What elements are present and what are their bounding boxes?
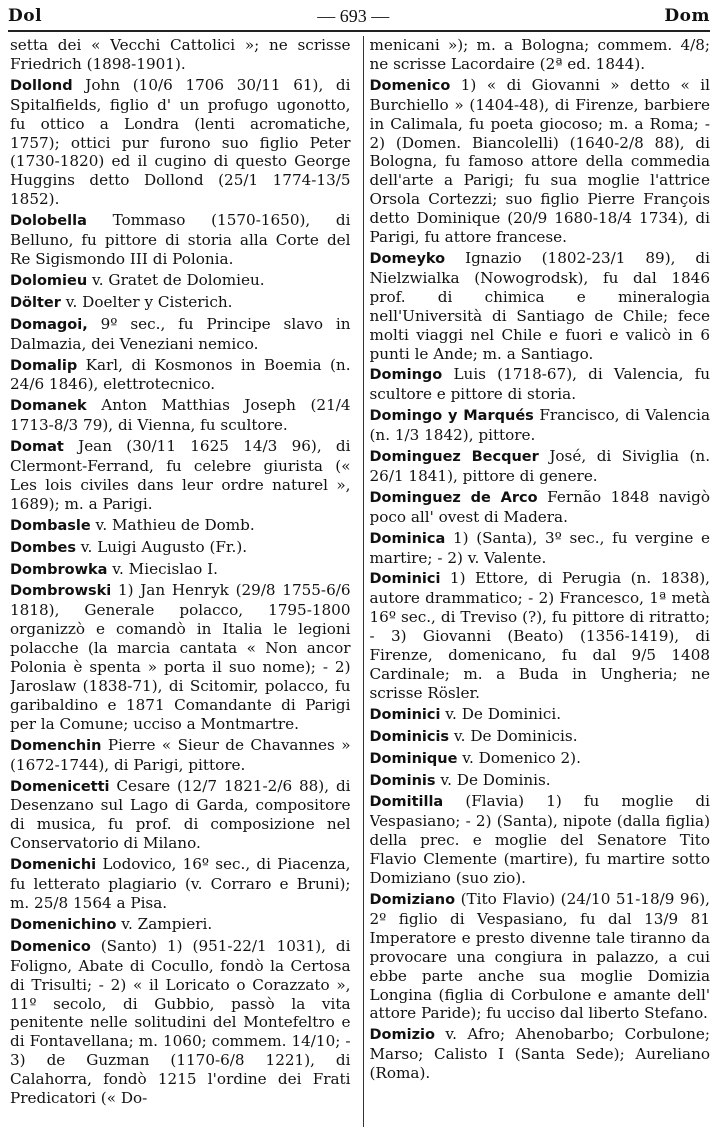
entry-text: Tommaso (1570-1650), di Belluno, fu pittore di storia alla Corte del Re Sigismondo III di Polonia. [10,211,351,268]
entry-text: v. Miecislao I. [112,559,218,578]
entry-text: Lodovico, 16º sec., di Piacenza, fu letterato plagiario (v. Corraro e Bruni); m. 25/8 1564 a Pisa. [10,855,351,912]
entry-headword: Dominicis [369,728,450,745]
entry-headword: Domenico [10,938,91,955]
entry-text: v. De Dominicis. [453,726,578,745]
left-column [10,36,357,1127]
entry-headword: Dominguez de Arco [369,489,538,506]
dictionary-entry [10,538,351,558]
entry-headword: Domenchin [10,737,102,754]
entry-text: 1) (Santa), 3º sec., fu vergine e martire; - 2) v. Valente. [369,528,711,567]
entry-headword: Dollond [10,77,73,94]
entry-text: menicani »); m. a Bologna; commem. 4/8; ne scrisse Lacordaire (2ª ed. 1844). [369,36,711,73]
entry-text: Anton Matthias Joseph (21/4 1713-8/3 79), di Vienna, fu scultore. [10,396,351,435]
dictionary-entry [370,406,711,445]
dictionary-entry [370,771,711,791]
dictionary-entry [10,581,351,733]
entry-headword: Domenichino [10,916,117,933]
entry-text: v. Afro; Ahenobarbo; Corbulone; Marso; Calisto I (Santa Sede); Aureliano (Roma). [369,1025,711,1083]
dictionary-entry [10,855,351,913]
dictionary-entry [370,749,711,769]
entry-text: v. Zampieri. [121,914,213,933]
dictionary-entry [370,1025,711,1083]
entry-text: Ignazio (1802-23/1 89), di Nielzwialka (Nowogrodsk), fu dal 1846 prof. di chimica e mineralogia nell'Università di Santiago de Chile; fece molti viaggi nel Chile e fuori e valicò in 6 punti le Ande; m. a Santiago. [369,248,711,363]
entry-headword: Dolomieu [10,272,88,289]
page-number: — 693 — [317,5,390,26]
entry-headword: Domenichi [10,857,97,874]
entry-text: 1) Jan Henryk (29/8 1755-6/6 1818), Generale polacco, 1795-1800 organizzò e comandò in Italia le legioni polacche (la marcia cantata « Non ancor Polonia è spenta » porta il suo nome); - 2) Jaroslaw (1838-71), di Scitomir, polacco, fu garibaldino e 1871 Comandante di Parigi per la Comune; ucciso a Montmartre. [10,581,351,733]
entry-text: Luis (1718-67), di Valencia, fu scultore e pittore di storia. [369,365,711,404]
entry-text: v. Domenico 2). [462,748,581,767]
entry-text: v. Doelter y Cisterich. [65,292,233,311]
entry-headword: Dombes [10,539,76,556]
dictionary-entry [10,76,351,209]
dictionary-entry [370,890,711,1023]
entry-headword: Domeyko [369,250,446,267]
entry-headword: Dominguez Becquer [369,449,539,466]
entry-text: Pierre « Sieur de Chavannes » (1672-1744), di Parigi, pittore. [10,735,351,774]
entry-headword: Domalip [10,357,78,374]
entry-text: v. Mathieu de Domb. [95,515,255,534]
entry-text: Francisco, di Valencia (n. 1/3 1842), pittore. [369,406,711,445]
entry-text: v. De Dominis. [440,770,551,789]
entry-headword: Dombasle [10,517,91,534]
entry-headword: Domat [10,439,64,456]
dictionary-entry [370,529,711,568]
entry-text: v. De Dominici. [445,704,562,723]
dictionary-entry [370,705,711,725]
dictionary-entry [10,437,351,514]
dictionary-entry [370,36,711,74]
entry-headword: Dominique [369,750,458,767]
dictionary-entry [370,488,711,527]
dictionary-entry [10,356,351,395]
entry-text: José, di Siviglia (n. 26/1 1841), pittore di genere. [369,447,711,485]
entry-headword: Domingo y Marqués [369,408,534,425]
entry-headword: Dombrowka [10,561,108,578]
entry-headword: Domiziano [369,891,456,908]
dictionary-entry [10,560,351,580]
dictionary-entry [10,396,351,435]
entry-text: 1) Ettore, di Perugia (n. 1838), autore drammatico; - 2) Francesco, 1ª metà 16º sec., di Treviso (?), fu pittore di ritratto; - 3) Giovanni (Beato) (1356-1419), di Firenze, domenicano, fu dal 9/5 1408 Cardinale; m. a Buda in Ungheria; ne scrisse Rösler. [369,569,711,702]
page-header [8,2,710,32]
dictionary-entry [10,516,351,536]
entry-headword: Domitilla [369,794,444,811]
two-column-body [10,36,710,1127]
entry-text: v. Gratet de Dolomieu. [92,270,265,289]
entry-text: (Flavia) 1) fu moglie di Vespasiano; - 2) (Santa), nipote (dalla figlia) della prec. e moglie del Senatore Tito Flavio Clemente (martire), fu martire sotto Domiziano (suo zio). [369,792,711,888]
dictionary-entry [10,315,351,354]
entry-headword: Dölter [10,294,61,311]
entry-text: John (10/6 1706 30/11 61), di Spitalfields, figlio d' un profugo ugonotto, fu ottico a Londra (lenti acromatiche, 1757); ottici pur furono suo figlio Peter (1730-1820) ed il cugino di questo George Huggins detto Dollond (25/1 1774-13/5 1852). [10,75,351,209]
entry-text: Cesare (12/7 1821-2/6 88), di Desenzano sul Lago di Garda, compositore di musica, fu prof. di composizione nel Conservatorio di Milano. [10,776,351,853]
entry-text: v. Luigi Augusto (Fr.). [80,537,248,556]
entry-headword: Dominici [369,571,441,588]
dictionary-entry [370,365,711,404]
dictionary-entry [10,937,351,1108]
right-column [370,36,711,1127]
running-head-right: Dom [664,6,710,26]
running-head-left: Dol [8,6,43,26]
entry-text: Karl, di Kosmonos in Boemia (n. 24/6 1846), elettrotecnico. [10,355,351,394]
dictionary-entry [10,915,351,935]
entry-text: Jean (30/11 1625 14/3 96), di Clermont-Ferrand, fu celebre giurista (« Les lois civiles dans leur ordre naturel », 1689); m. a Parigi. [10,437,351,513]
entry-headword: Domingo [369,367,443,384]
entry-text: 9º sec., fu Principe slavo in Dalmazia, dei Veneziani nemico. [10,314,351,353]
entry-headword: Dominici [369,706,441,723]
dictionary-entry [370,727,711,747]
dictionary-entry [10,36,351,74]
dictionary-entry [10,736,351,775]
entry-headword: Dominica [369,530,446,547]
entry-text: 1) « di Giovanni » detto « il Burchiello » (1404-48), di Firenze, barbiere in Calimala, fu poeta giocoso; m. a Roma; - 2) (Domen. Biancolelli) (1640-2/8 88), di Bologna, fu famoso attore della commedia dell'arte a Parigi; fu sua moglie l'attrice Orsola Cortezzi; suo figlio Pierre François detto Dominique (20/9 1680-18/4 1734), di Parigi, fu attore francese. [369,75,711,247]
dictionary-entry [10,211,351,269]
entry-text: (Santo) 1) (951-22/1 1031), di Foligno, Abate di Cocullo, fondò la Certosa di Trisulti; - 2) « il Loricato o Corazzato », 11º secolo, di Gubbio, passò la vita penitente nelle solitudini del Montefeltro e di Fontavellana; m. 1060; commem. 14/10; - 3) de Guzman (1170-6/8 1221), di Calahorra, fondò 1215 l'ordine dei Frati Predicatori (« Do- [10,936,351,1108]
entry-headword: Dolobella [10,213,87,230]
entry-text: Fernão 1848 navigò poco all' ovest di Madera. [369,487,711,526]
entry-headword: Domizio [369,1027,435,1044]
entry-text: (Tito Flavio) (24/10 51-18/9 96), 2º figlio di Vespasiano, fu dal 13/9 81 Imperatore e presto divenne tale tiranno da provocare una congiura in palazzo, a cui ebbe parte anche sua moglie Domizia Longina (figlia di Corbulone e amante dell' attore Paride); fu ucciso dal liberto Stefano. [369,889,711,1023]
dictionary-entry [370,447,711,486]
dictionary-entry [370,249,711,363]
dictionary-entry [10,293,351,313]
dictionary-entry [370,569,711,702]
entry-headword: Domenico [369,77,451,94]
entry-text: setta dei « Vecchi Cattolici »; ne scrisse Friedrich (1898-1901). [10,36,351,73]
dictionary-entry [370,792,711,888]
entry-headword: Domanek [10,398,87,415]
entry-headword: Domagoi, [10,316,88,333]
entry-headword: Dominis [369,772,436,789]
entry-headword: Dombrowski [10,583,112,600]
dictionary-entry [10,777,351,854]
dictionary-entry [370,76,711,247]
dictionary-entry [10,271,351,291]
column-divider [363,36,364,1127]
entry-headword: Domenicetti [10,778,110,795]
